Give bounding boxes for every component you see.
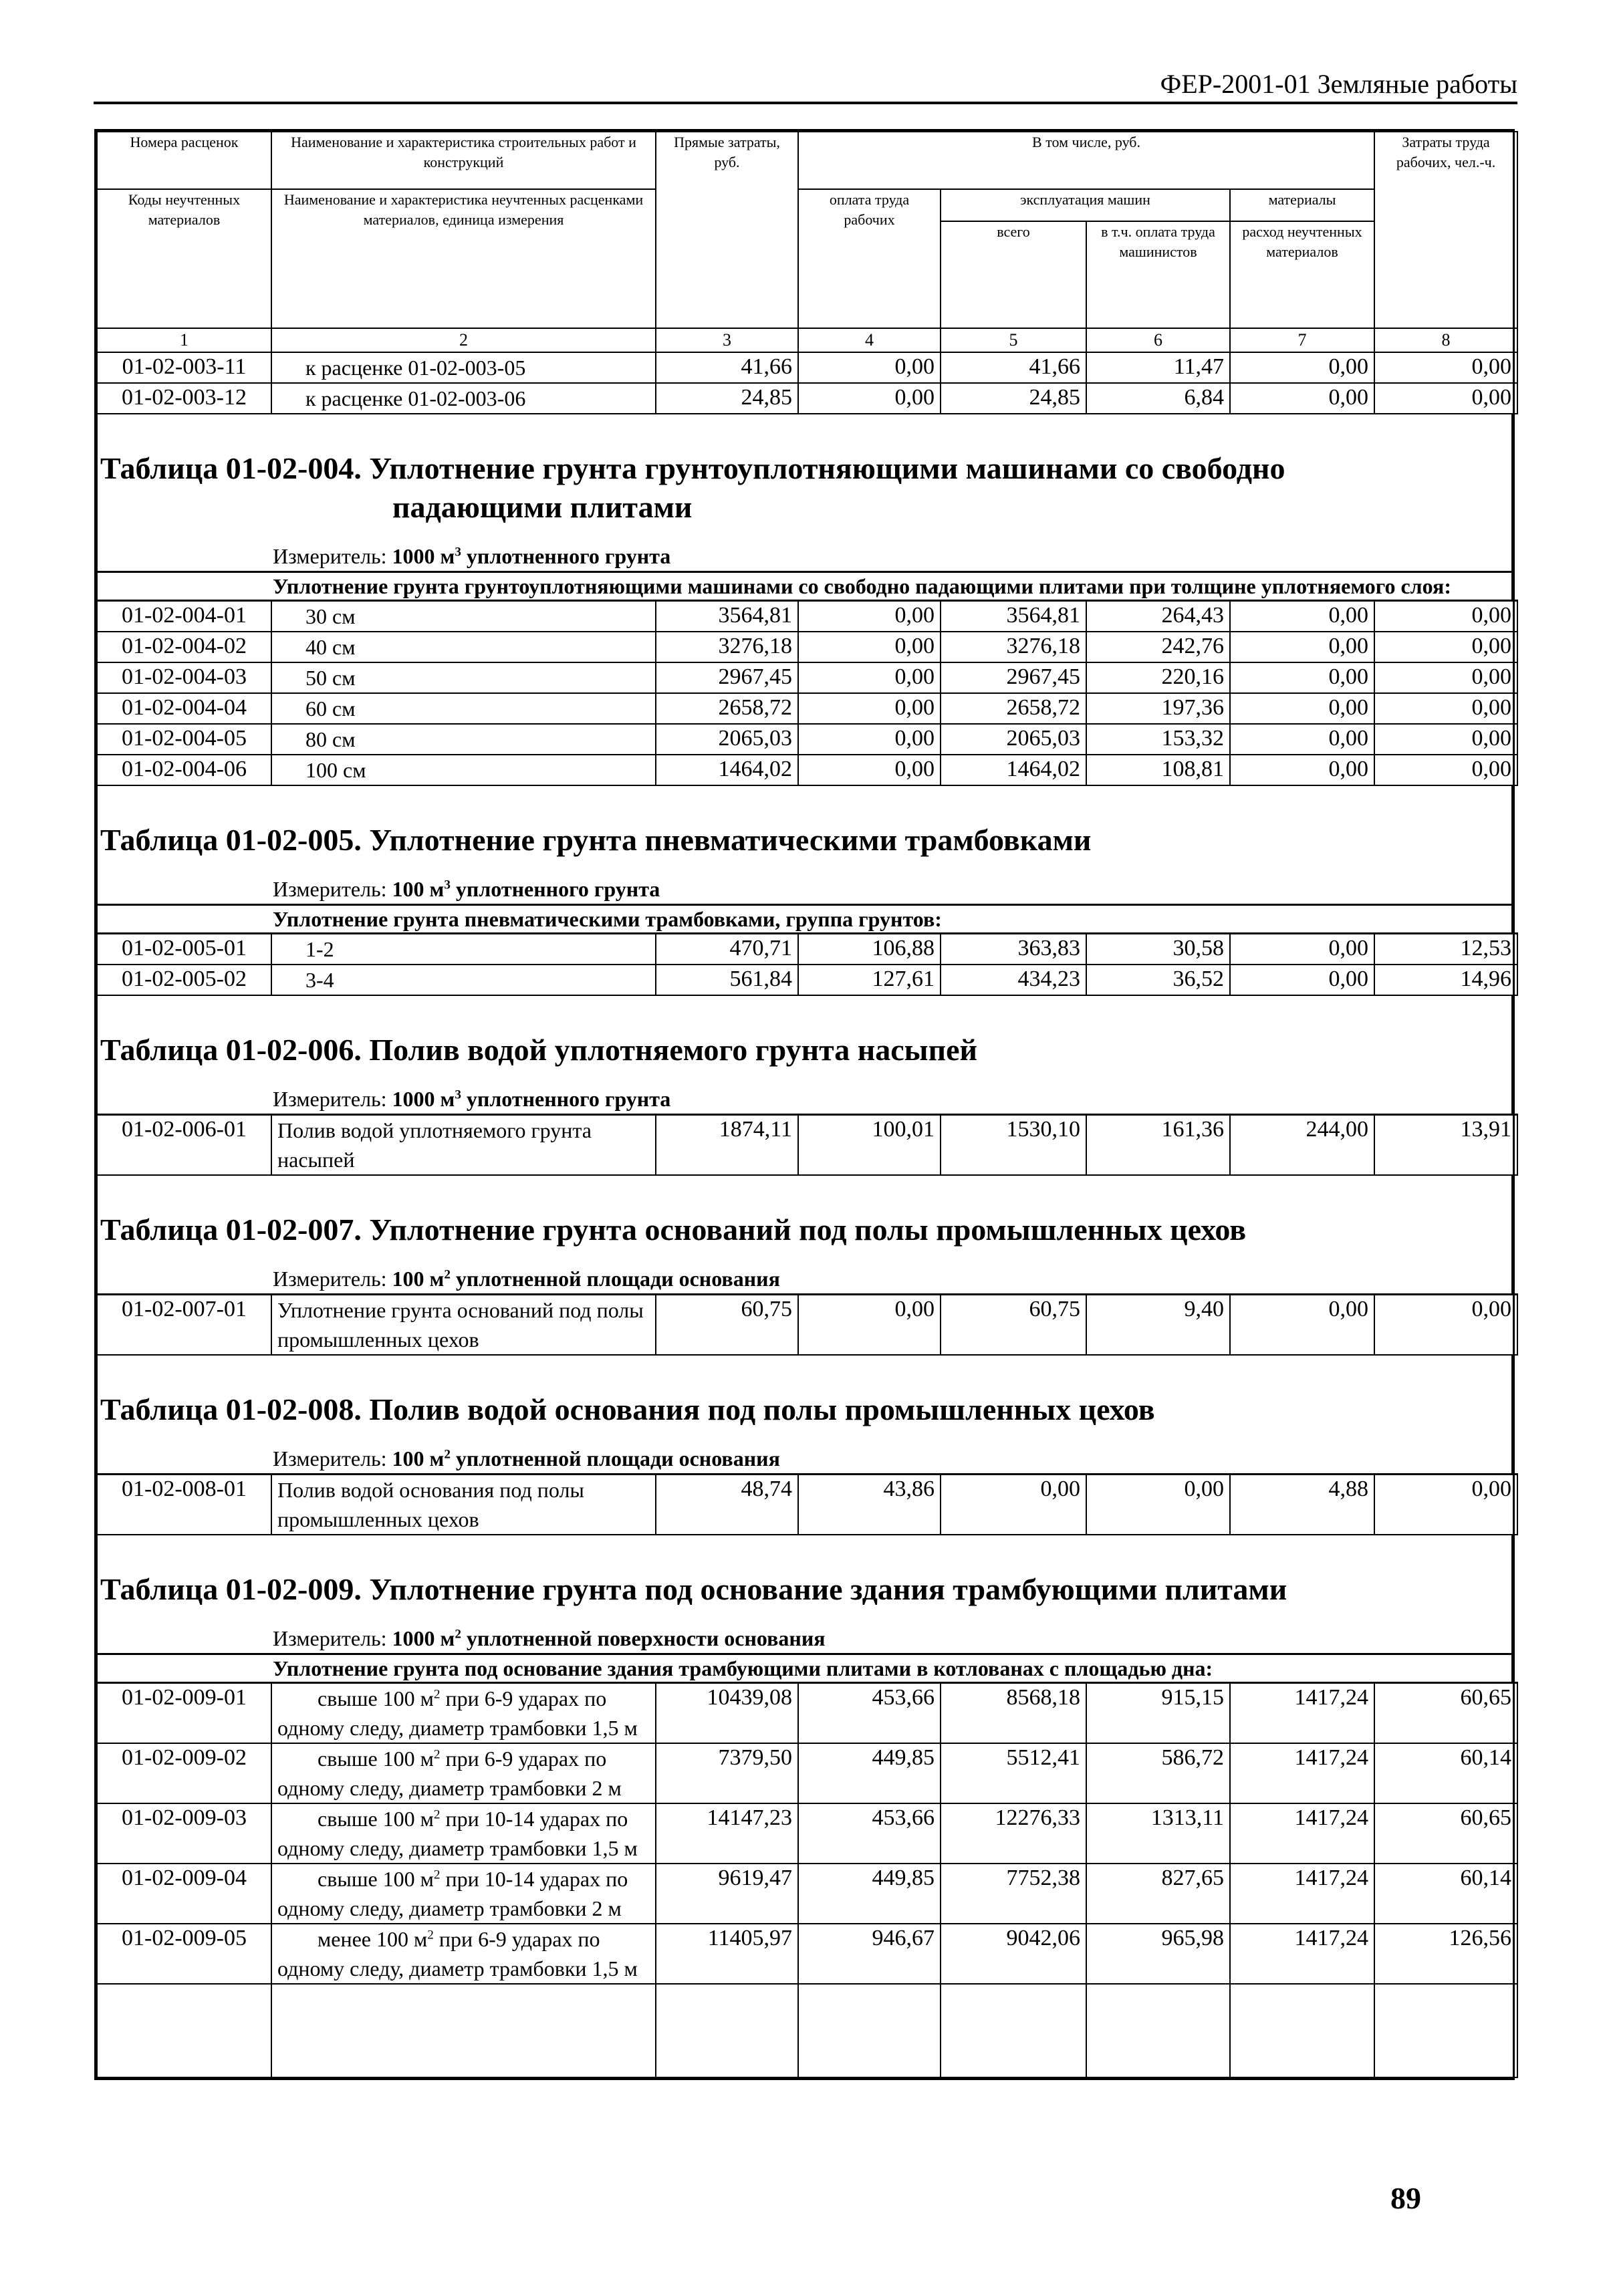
- meter-value: 1000 м: [392, 1626, 455, 1650]
- rate-table-section: [96, 1535, 1513, 2078]
- meter-exponent: 2: [444, 1447, 451, 1462]
- table-row: [97, 1864, 1517, 1924]
- rate-code: 01-02-005-02: [97, 965, 271, 995]
- worker-pay: 0,00: [798, 693, 941, 724]
- table-title-text: Таблица 01-02-005. Уплотнение грунта пневматическими трамбовками: [100, 823, 1092, 857]
- worker-pay: 106,88: [798, 934, 941, 965]
- machines-total: 3564,81: [941, 601, 1086, 632]
- rates-table: [96, 600, 1518, 786]
- rate-name: Уплотнение грунта оснований под полы промышленных цехов: [271, 1295, 656, 1356]
- direct-costs: 7379,50: [656, 1743, 798, 1803]
- labor-hours: 0,00: [1374, 601, 1517, 632]
- table-row: [97, 1803, 1517, 1864]
- header-material-codes: Коды неучтенных материалов: [97, 189, 271, 328]
- machines-total: 2658,72: [941, 693, 1086, 724]
- rate-name-exponent: 2: [433, 1868, 441, 1882]
- machines-total: 12276,33: [941, 1803, 1086, 1864]
- machines-total: 60,75: [941, 1295, 1086, 1356]
- rate-name-exponent: 2: [433, 1687, 441, 1702]
- labor-hours: 13,91: [1374, 1115, 1517, 1176]
- table-row: [97, 1743, 1517, 1803]
- worker-pay: 0,00: [798, 1295, 941, 1356]
- meter-label: Измеритель:: [273, 1267, 392, 1291]
- column-number-8: 8: [1374, 328, 1517, 352]
- meter-description: уплотненной площади основания: [450, 1446, 780, 1471]
- rate-table-section: [96, 1176, 1513, 1356]
- rate-code: 01-02-004-01: [97, 601, 271, 632]
- labor-hours: 0,00: [1374, 352, 1517, 383]
- direct-costs: 470,71: [656, 934, 798, 965]
- worker-pay: 0,00: [798, 724, 941, 755]
- rate-name: [271, 1683, 656, 1744]
- header-direct-costs: Прямые затраты, руб.: [656, 132, 798, 328]
- column-header-table: [96, 131, 1518, 414]
- rate-name-part: при 6-9 ударах по одному следу, диаметр трамбовки 1,5 м: [277, 1686, 638, 1740]
- meter-exponent: 3: [455, 545, 461, 559]
- column-number-4: 4: [798, 328, 941, 352]
- table-title: [96, 414, 1513, 527]
- worker-pay: 453,66: [798, 1683, 941, 1744]
- header-work-name: Наименование и характеристика строительных работ и конструкций: [271, 132, 656, 189]
- direct-costs: 14147,23: [656, 1803, 798, 1864]
- rates-table: [96, 1293, 1518, 1356]
- worker-pay: 0,00: [798, 755, 941, 785]
- column-number-3: 3: [656, 328, 798, 352]
- rates-table: [96, 932, 1518, 996]
- worker-pay: 946,67: [798, 1924, 941, 1984]
- machines-total: 2065,03: [941, 724, 1086, 755]
- operator-pay: 161,36: [1086, 1115, 1230, 1176]
- table-row: [97, 1295, 1517, 1356]
- rate-name-exponent: 2: [433, 1747, 441, 1762]
- labor-hours: 0,00: [1374, 693, 1517, 724]
- meter-label: Измеритель:: [273, 1087, 392, 1111]
- column-number-2: 2: [271, 328, 656, 352]
- table-row: [97, 352, 1517, 383]
- rate-code: 01-02-004-06: [97, 755, 271, 785]
- header-machines-total: всего: [941, 221, 1086, 328]
- materials: 0,00: [1230, 724, 1374, 755]
- rate-name-part: при 10-14 ударах по одному следу, диаметр трамбовки 1,5 м: [277, 1807, 638, 1860]
- materials: 1417,24: [1230, 1743, 1374, 1803]
- worker-pay: 0,00: [798, 632, 941, 662]
- unit-of-measure: [96, 860, 1513, 904]
- materials: 0,00: [1230, 601, 1374, 632]
- table-title: [96, 786, 1513, 860]
- table-row: [97, 1475, 1517, 1535]
- rate-name: [271, 1743, 656, 1803]
- labor-hours: 60,14: [1374, 1743, 1517, 1803]
- table-row: [97, 601, 1517, 632]
- rate-name: 60 см: [271, 693, 656, 724]
- table-row: [97, 1683, 1517, 1744]
- rate-name-part: менее 100 м: [318, 1927, 428, 1951]
- direct-costs: 1464,02: [656, 755, 798, 785]
- meter-value: 100 м: [392, 1446, 445, 1471]
- direct-costs: 3564,81: [656, 601, 798, 632]
- column-number-6: 6: [1086, 328, 1230, 352]
- labor-hours: 0,00: [1374, 662, 1517, 693]
- operator-pay: 242,76: [1086, 632, 1230, 662]
- rate-name: 50 см: [271, 662, 656, 693]
- materials: 1417,24: [1230, 1803, 1374, 1864]
- rates-document: [94, 129, 1515, 2080]
- rate-name-part: при 6-9 ударах по одному следу, диаметр трамбовки 2 м: [277, 1747, 622, 1800]
- table-row: [97, 693, 1517, 724]
- meter-exponent: 2: [444, 1267, 451, 1282]
- operator-pay: 197,36: [1086, 693, 1230, 724]
- materials: 0,00: [1230, 934, 1374, 965]
- operator-pay: 264,43: [1086, 601, 1230, 632]
- machines-total: 434,23: [941, 965, 1086, 995]
- rate-name-exponent: 2: [427, 1928, 434, 1942]
- machines-total: 1464,02: [941, 755, 1086, 785]
- rate-name: [271, 1803, 656, 1864]
- direct-costs: 2658,72: [656, 693, 798, 724]
- direct-costs: 41,66: [656, 352, 798, 383]
- table-row: [97, 632, 1517, 662]
- rate-name: к расценке 01-02-003-06: [271, 383, 656, 414]
- table-row: [97, 1924, 1517, 1984]
- worker-pay: 0,00: [798, 601, 941, 632]
- table-subheading: Уплотнение грунта пневматическими трамбовками, группа грунтов:: [96, 904, 1513, 932]
- rate-table-section: [96, 786, 1513, 996]
- labor-hours: 0,00: [1374, 724, 1517, 755]
- rate-code: 01-02-006-01: [97, 1115, 271, 1176]
- table-title-text: Таблица 01-02-008. Полив водой основания под полы промышленных цехов: [100, 1392, 1155, 1426]
- meter-label: Измеритель:: [273, 877, 392, 901]
- operator-pay: 586,72: [1086, 1743, 1230, 1803]
- materials: 1417,24: [1230, 1924, 1374, 1984]
- meter-label: Измеритель:: [273, 1626, 392, 1650]
- machines-total: 1530,10: [941, 1115, 1086, 1176]
- direct-costs: 24,85: [656, 383, 798, 414]
- materials: 0,00: [1230, 632, 1374, 662]
- materials: 1417,24: [1230, 1683, 1374, 1744]
- labor-hours: 60,65: [1374, 1683, 1517, 1744]
- column-number-5: 5: [941, 328, 1086, 352]
- direct-costs: 11405,97: [656, 1924, 798, 1984]
- rate-code: 01-02-009-02: [97, 1743, 271, 1803]
- rate-code: 01-02-005-01: [97, 934, 271, 965]
- table-title: [96, 996, 1513, 1069]
- direct-costs: 48,74: [656, 1475, 798, 1535]
- table-title: [96, 1535, 1513, 1609]
- worker-pay: 100,01: [798, 1115, 941, 1176]
- rate-name: [271, 1924, 656, 1984]
- unit-of-measure: [96, 1249, 1513, 1293]
- direct-costs: 2967,45: [656, 662, 798, 693]
- unit-of-measure: [96, 1429, 1513, 1473]
- header-operator-pay: в т.ч. оплата труда машинистов: [1086, 221, 1230, 328]
- worker-pay: 449,85: [798, 1864, 941, 1924]
- machines-total: 8568,18: [941, 1683, 1086, 1744]
- rate-code: 01-02-004-04: [97, 693, 271, 724]
- rates-table: [96, 1682, 1518, 2078]
- rate-name: Полив водой уплотняемого грунта насыпей: [271, 1115, 656, 1176]
- worker-pay: 0,00: [798, 383, 941, 414]
- table-title-text: Таблица 01-02-004. Уплотнение грунта грунтоуплотняющими машинами со свободно: [100, 451, 1285, 485]
- table-title-text: Таблица 01-02-007. Уплотнение грунта оснований под полы промышленных цехов: [100, 1213, 1247, 1247]
- column-number-1: 1: [97, 328, 271, 352]
- labor-hours: 0,00: [1374, 1295, 1517, 1356]
- meter-description: уплотненного грунта: [461, 544, 671, 568]
- rate-name: 40 см: [271, 632, 656, 662]
- rate-code: 01-02-003-11: [97, 352, 271, 383]
- labor-hours: 0,00: [1374, 383, 1517, 414]
- materials: 0,00: [1230, 662, 1374, 693]
- rate-code: 01-02-008-01: [97, 1475, 271, 1535]
- meter-label: Измеритель:: [273, 544, 392, 568]
- rate-code: 01-02-004-02: [97, 632, 271, 662]
- operator-pay: 30,58: [1086, 934, 1230, 965]
- machines-total: 363,83: [941, 934, 1086, 965]
- materials: 1417,24: [1230, 1864, 1374, 1924]
- worker-pay: 43,86: [798, 1475, 941, 1535]
- meter-label: Измеритель:: [273, 1446, 392, 1471]
- rates-table: [96, 1114, 1518, 1176]
- rate-name-part: свыше 100 м: [318, 1747, 434, 1771]
- materials: 0,00: [1230, 1295, 1374, 1356]
- header-labor-hours: Затраты труда рабочих, чел.-ч.: [1374, 132, 1517, 328]
- machines-total: 41,66: [941, 352, 1086, 383]
- materials: 4,88: [1230, 1475, 1374, 1535]
- rate-name: 100 см: [271, 755, 656, 785]
- rate-code: 01-02-004-05: [97, 724, 271, 755]
- machines-total: 3276,18: [941, 632, 1086, 662]
- meter-value: 1000 м: [392, 1087, 455, 1111]
- materials: 0,00: [1230, 755, 1374, 785]
- table-row: [97, 965, 1517, 995]
- operator-pay: 11,47: [1086, 352, 1230, 383]
- operator-pay: 220,16: [1086, 662, 1230, 693]
- header-materials: материалы: [1230, 189, 1374, 221]
- table-filler-row: [97, 1984, 1517, 2077]
- machines-total: 5512,41: [941, 1743, 1086, 1803]
- operator-pay: 108,81: [1086, 755, 1230, 785]
- labor-hours: 60,14: [1374, 1864, 1517, 1924]
- header-worker-pay: оплата труда рабочих: [798, 189, 941, 328]
- meter-exponent: 2: [455, 1627, 461, 1642]
- header-unaccounted-materials: расход неучтенных материалов: [1230, 221, 1374, 328]
- unit-of-measure: [96, 527, 1513, 571]
- table-title: [96, 1176, 1513, 1249]
- direct-costs: 1874,11: [656, 1115, 798, 1176]
- rate-name: 80 см: [271, 724, 656, 755]
- rate-table-section: [96, 996, 1513, 1176]
- rate-name: [271, 1864, 656, 1924]
- header-material-name: Наименование и характеристика неучтенных расценками материалов, единица измерения: [271, 189, 656, 328]
- direct-costs: 60,75: [656, 1295, 798, 1356]
- page-number: 89: [1390, 2181, 1421, 2215]
- unit-of-measure: [96, 1609, 1513, 1653]
- meter-value: 100 м: [392, 877, 445, 901]
- operator-pay: 36,52: [1086, 965, 1230, 995]
- direct-costs: 10439,08: [656, 1683, 798, 1744]
- rate-name-part: свыше 100 м: [318, 1807, 434, 1831]
- machines-total: 7752,38: [941, 1864, 1086, 1924]
- rate-code: 01-02-009-03: [97, 1803, 271, 1864]
- rate-name-exponent: 2: [433, 1807, 441, 1822]
- meter-exponent: 3: [455, 1088, 461, 1102]
- operator-pay: 1313,11: [1086, 1803, 1230, 1864]
- materials: 0,00: [1230, 352, 1374, 383]
- rate-code: 01-02-009-05: [97, 1924, 271, 1984]
- direct-costs: 2065,03: [656, 724, 798, 755]
- worker-pay: 0,00: [798, 352, 941, 383]
- materials: 0,00: [1230, 965, 1374, 995]
- table-row: [97, 755, 1517, 785]
- materials: 0,00: [1230, 383, 1374, 414]
- table-row: [97, 383, 1517, 414]
- table-title-text: Таблица 01-02-009. Уплотнение грунта под основание здания трамбующими плитами: [100, 1572, 1287, 1606]
- header-rate-numbers: Номера расценок: [97, 132, 271, 189]
- operator-pay: 153,32: [1086, 724, 1230, 755]
- operator-pay: 965,98: [1086, 1924, 1230, 1984]
- machines-total: 2967,45: [941, 662, 1086, 693]
- rate-code: 01-02-009-04: [97, 1864, 271, 1924]
- rate-tables: [96, 414, 1513, 2078]
- labor-hours: 0,00: [1374, 1475, 1517, 1535]
- rate-code: 01-02-009-01: [97, 1683, 271, 1744]
- table-title-text: Таблица 01-02-006. Полив водой уплотняемого грунта насыпей: [100, 1033, 978, 1067]
- rates-table: [96, 1473, 1518, 1535]
- machines-total: 0,00: [941, 1475, 1086, 1535]
- worker-pay: 0,00: [798, 662, 941, 693]
- operator-pay: 915,15: [1086, 1683, 1230, 1744]
- worker-pay: 453,66: [798, 1803, 941, 1864]
- machines-total: 9042,06: [941, 1924, 1086, 1984]
- header-machine-operation: эксплуатация машин: [941, 189, 1230, 221]
- rate-name: 3-4: [271, 965, 656, 995]
- meter-description: уплотненной площади основания: [450, 1267, 780, 1291]
- unit-of-measure: [96, 1069, 1513, 1114]
- rate-name-part: свыше 100 м: [318, 1867, 434, 1891]
- rate-table-section: [96, 1356, 1513, 1535]
- materials: 244,00: [1230, 1115, 1374, 1176]
- rate-table-section: [96, 414, 1513, 786]
- meter-value: 1000 м: [392, 544, 455, 568]
- direct-costs: 561,84: [656, 965, 798, 995]
- rate-name-part: при 6-9 ударах по одному следу, диаметр трамбовки 1,5 м: [277, 1927, 638, 1981]
- direct-costs: 3276,18: [656, 632, 798, 662]
- rate-code: 01-02-003-12: [97, 383, 271, 414]
- labor-hours: 126,56: [1374, 1924, 1517, 1984]
- rate-name: 30 см: [271, 601, 656, 632]
- operator-pay: 0,00: [1086, 1475, 1230, 1535]
- labor-hours: 0,00: [1374, 632, 1517, 662]
- table-subheading: Уплотнение грунта грунтоуплотняющими машинами со свободно падающими плитами при толщине уплотняемого слоя:: [96, 571, 1513, 600]
- labor-hours: 12,53: [1374, 934, 1517, 965]
- labor-hours: 0,00: [1374, 755, 1517, 785]
- rate-code: 01-02-007-01: [97, 1295, 271, 1356]
- meter-description: уплотненной поверхности основания: [461, 1626, 826, 1650]
- operator-pay: 827,65: [1086, 1864, 1230, 1924]
- meter-description: уплотненного грунта: [461, 1087, 671, 1111]
- operator-pay: 9,40: [1086, 1295, 1230, 1356]
- running-header: ФЕР-2001-01 Земляные работы: [94, 67, 1517, 104]
- labor-hours: 14,96: [1374, 965, 1517, 995]
- header-including: В том числе, руб.: [798, 132, 1374, 189]
- worker-pay: 127,61: [798, 965, 941, 995]
- machines-total: 24,85: [941, 383, 1086, 414]
- rate-name: к расценке 01-02-003-05: [271, 352, 656, 383]
- worker-pay: 449,85: [798, 1743, 941, 1803]
- labor-hours: 60,65: [1374, 1803, 1517, 1864]
- meter-description: уплотненного грунта: [450, 877, 660, 901]
- meter-value: 100 м: [392, 1267, 445, 1291]
- table-row: [97, 662, 1517, 693]
- table-row: [97, 934, 1517, 965]
- table-row: [97, 1115, 1517, 1176]
- meter-exponent: 3: [444, 878, 451, 892]
- table-title-continuation: падающими плитами: [392, 490, 693, 524]
- rate-name: 1-2: [271, 934, 656, 965]
- column-number-7: 7: [1230, 328, 1374, 352]
- materials: 0,00: [1230, 693, 1374, 724]
- table-title: [96, 1356, 1513, 1429]
- rate-name-part: при 10-14 ударах по одному следу, диаметр трамбовки 2 м: [277, 1867, 628, 1920]
- rate-code: 01-02-004-03: [97, 662, 271, 693]
- operator-pay: 6,84: [1086, 383, 1230, 414]
- table-row: [97, 724, 1517, 755]
- rate-name: Полив водой основания под полы промышленных цехов: [271, 1475, 656, 1535]
- table-subheading: Уплотнение грунта под основание здания трамбующими плитами в котлованах с площадью дна:: [96, 1653, 1513, 1682]
- direct-costs: 9619,47: [656, 1864, 798, 1924]
- rate-name-part: свыше 100 м: [318, 1686, 434, 1710]
